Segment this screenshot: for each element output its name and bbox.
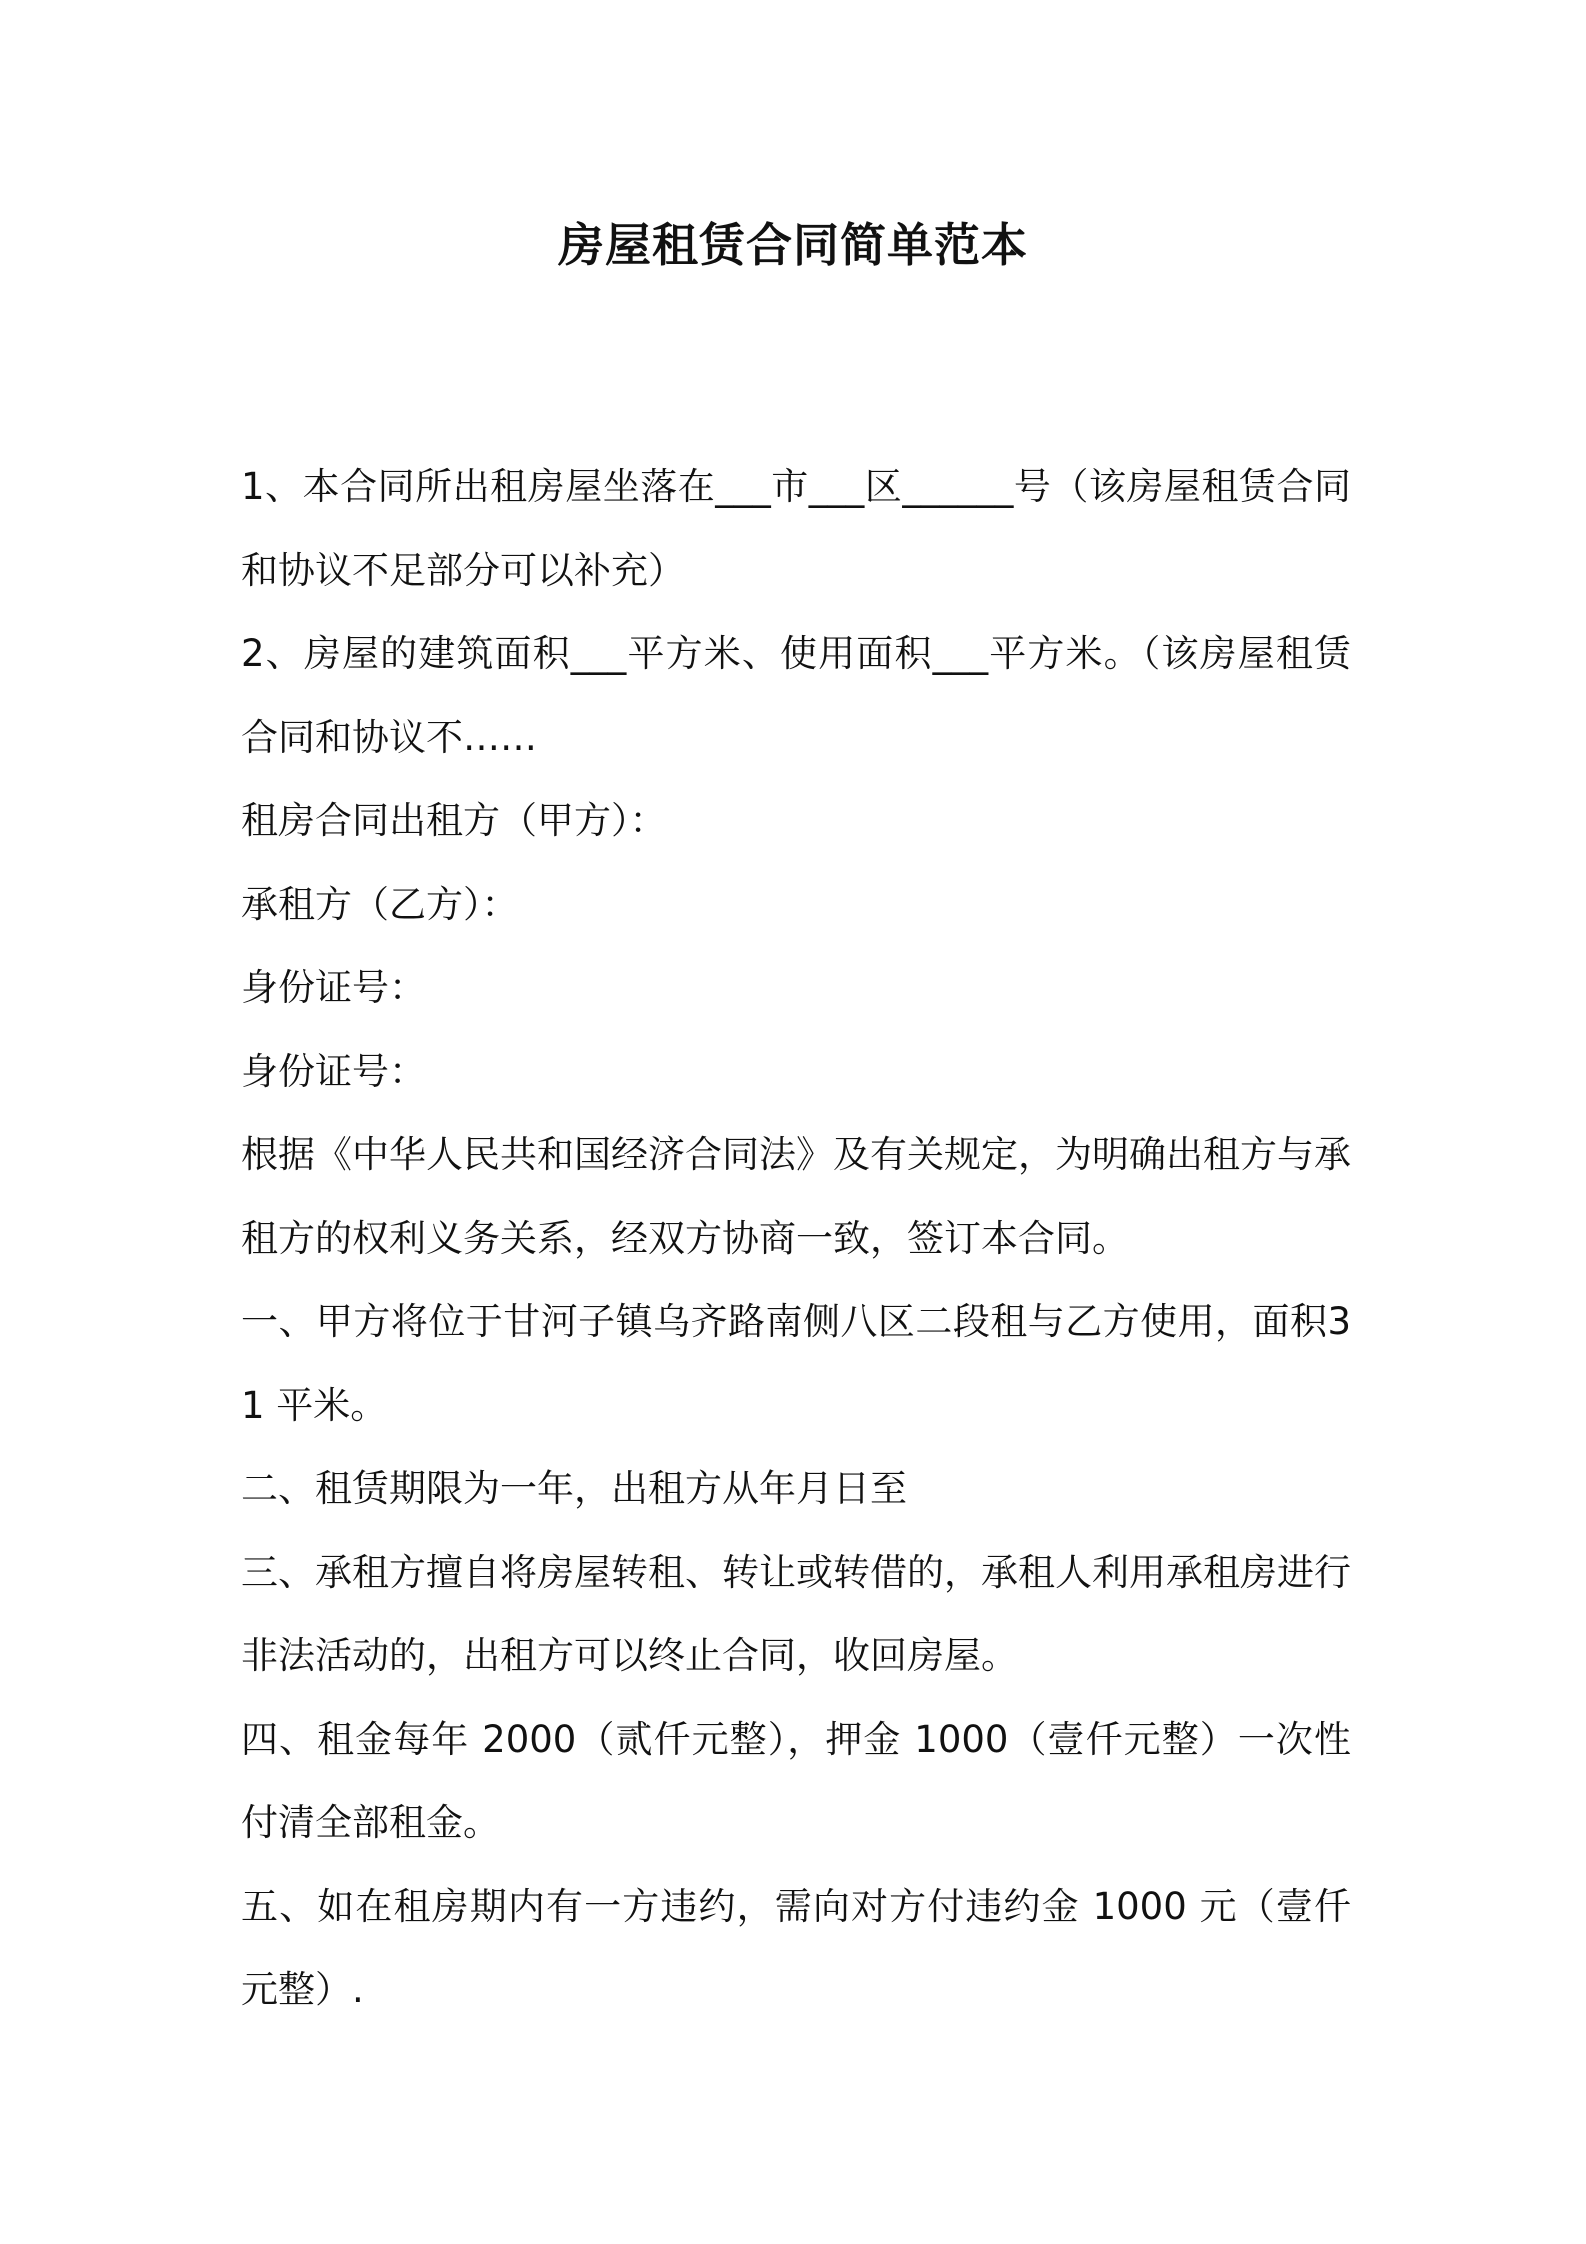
article-3: 三、承租方擅自将房屋转租、转让或转借的，承租人利用承租房进行非法活动的，出租方可以终止合同，收回房屋。: [241, 1550, 1351, 1677]
lessee-line: 承租方（乙方）：: [241, 882, 519, 926]
document-body: [241, 445, 1351, 2032]
preamble-paragraph: 根据《中华人民共和国经济合同法》及有关规定，为明确出租方与承租方的权利义务关系，经双方协商一致，签订本合同。: [241, 1133, 1351, 1260]
lessor-line: 租房合同出租方（甲方）：: [241, 799, 667, 842]
article-4: 四、租金每年 2000（贰仟元整），押金 1000（壹仟元整）一次性付清全部租金。: [241, 1717, 1351, 1844]
clause-1: 1、本合同所出租房屋坐落在___市___区______号（该房屋租赁合同和协议不足部分可以补充）: [241, 465, 1351, 592]
id-number-line-1: 身份证号：: [241, 966, 426, 1009]
article-1: 一、甲方将位于甘河子镇乌齐路南侧八区二段租与乙方使用，面积31 平米。: [241, 1300, 1351, 1427]
clause-2: 2、房屋的建筑面积___平方米、使用面积___平方米。（该房屋租赁合同和协议不……: [241, 632, 1351, 759]
article-5: 五、如在租房期内有一方违约，需向对方付违约金 1000 元（壹仟元整）.: [241, 1884, 1351, 2011]
article-2: 二、租赁期限为一年，出租方从年月日至: [241, 1467, 907, 1510]
id-number-line-2: 身份证号：: [241, 1049, 426, 1093]
document-title: 房屋租赁合同简单范本: [558, 218, 1028, 272]
